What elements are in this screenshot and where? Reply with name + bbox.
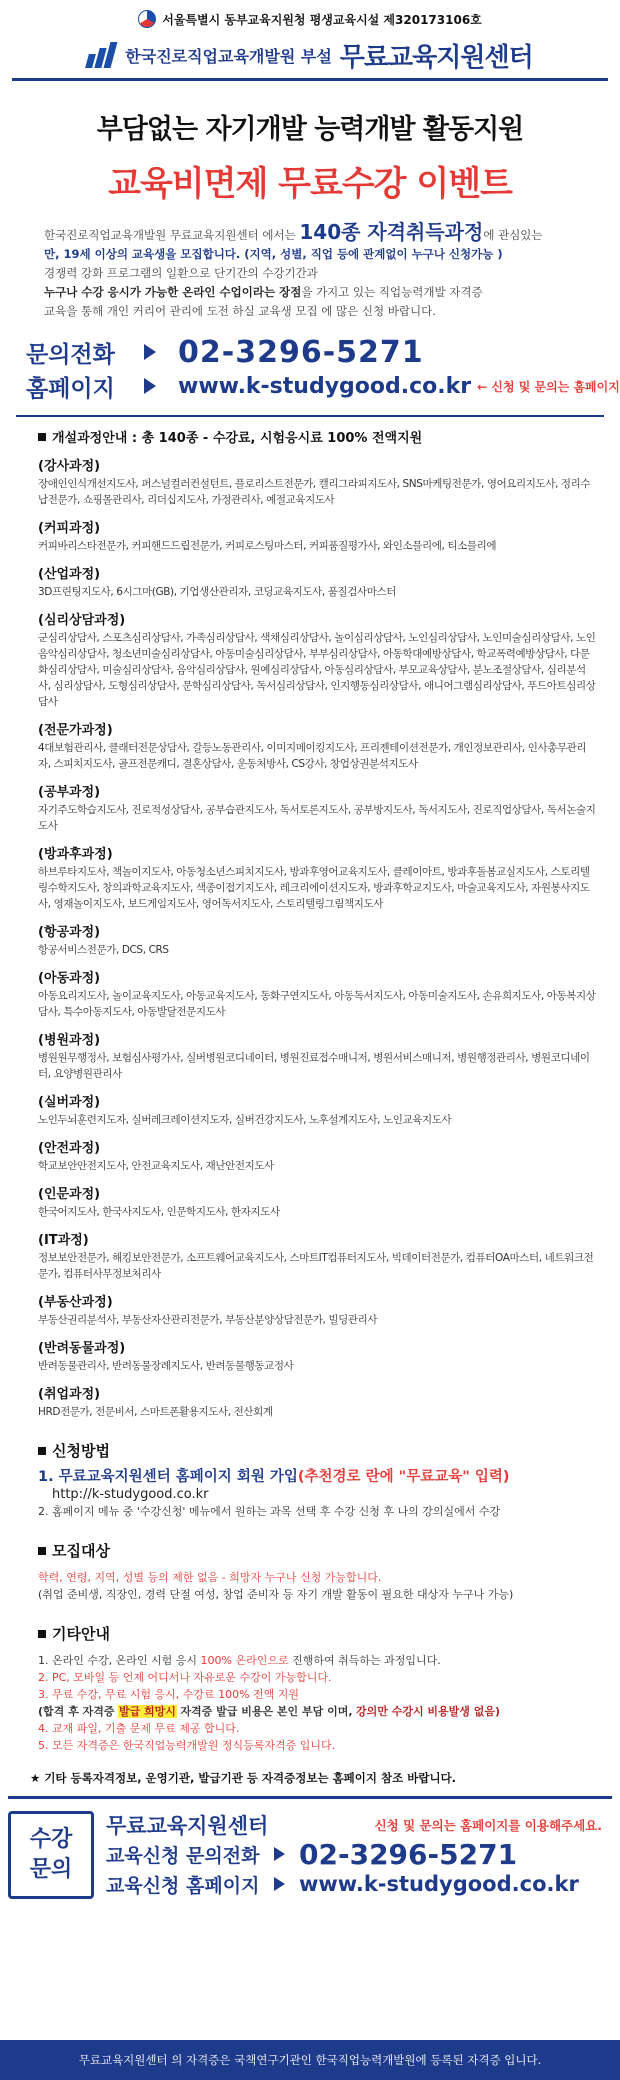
apply-body (38, 1469, 596, 1520)
apply-step-1 (38, 1469, 596, 1486)
course-category-title: (산업과정) (38, 567, 101, 582)
etc-note-b: 자격증 발급 비용은 본인 부담 이며, (180, 1705, 353, 1718)
star-note: ★ 기타 등록자격정보, 운영기관, 발급기관 등 자격증정보는 홈페이지 참조 바랍니다. (30, 1771, 457, 1785)
square-bullet-icon (38, 1447, 46, 1455)
square-bullet-icon (38, 1547, 46, 1555)
footer-website-link[interactable]: www.k-studygood.co.kr (299, 1872, 579, 1896)
course-category (38, 458, 596, 508)
footer-details (106, 1811, 612, 1899)
recruit-heading-text: 모집대상 (52, 1542, 110, 1560)
intro-text: 경쟁력 강화 프로그램의 일환으로 단기간의 수강기간과 (44, 266, 318, 280)
recruit-highlight: 만, 19세 이상의 교육생을 모집합니다. (지역, 성별, 직업 등에 관계없이 누구나 신청가능 ) (44, 247, 503, 261)
intro-paragraph (44, 220, 598, 321)
etc-note-c: 강의만 수강시 비용발생 없음) (356, 1705, 501, 1718)
etc-line-2: 2. PC, 모바일 등 언제 어디서나 자유로운 수강이 가능합니다. (38, 1671, 332, 1684)
etc-line-1 (38, 1652, 596, 1669)
intro-text: 교육을 통해 개인 커리어 관리에 도전 하실 교육생 모집 에 많은 신청 바랍니다. (44, 304, 436, 318)
etc-line-3-note (38, 1703, 596, 1720)
arrow-right-icon (144, 344, 156, 360)
course-category (38, 1386, 596, 1420)
bottom-notice-text: 무료교육지원센터 의 자격증은 국책연구기관인 한국직업능력개발원에 등록된 자격증 입니다. (78, 2053, 542, 2067)
badge-bottom: 문의 (29, 1857, 73, 1882)
etc-body (38, 1652, 596, 1754)
online-advantage: 누구나 수강 응시가 가능한 온라인 수업이라는 장점 (44, 285, 302, 299)
square-bullet-icon (38, 433, 46, 441)
course-category-title: (심리상담과정) (38, 613, 126, 628)
course-category (38, 846, 596, 912)
course-category-items: 아동요리지도사, 놀이교육지도사, 아동교육지도사, 동화구연지도사, 아동독서지도사, 아동미술지도사, 손유희지도사, 아동복지상담사, 특수아동지도사, 아동발달전문지도사 (38, 990, 596, 1018)
recruit-heading (38, 1540, 620, 1561)
gov-registration-text: 서울특별시 동부교육지원청 평생교육시설 제320173106호 (162, 12, 482, 27)
apply-url-link[interactable]: http://k-studygood.co.kr (52, 1487, 209, 1502)
course-list-section (38, 427, 596, 1420)
course-category-items: HRD전문가, 전문비서, 스마트폰활용지도사, 전산회계 (38, 1406, 273, 1418)
course-category-items: 자기주도학습지도사, 진로적성상담사, 공부습관지도사, 독서토론지도사, 공부방지도사, 독서지도사, 진로직업상담사, 독서논술지도사 (38, 804, 596, 832)
arrow-right-icon (274, 1877, 285, 1891)
website-note: ← 신청 및 문의는 홈페이지 (477, 379, 620, 394)
apply-step-1-text: 1. 무료교육지원센터 홈페이지 회원 가입 (38, 1469, 298, 1485)
footer-top-row (106, 1811, 612, 1839)
course-category-title: (커피과정) (38, 521, 101, 536)
apply-heading (38, 1440, 620, 1461)
course-category-title: (실버과정) (38, 1095, 101, 1110)
etc-line-1-rest: 진행하여 취득하는 과정입니다. (292, 1654, 441, 1667)
hero-subtitle: 부담없는 자기개발 능력개발 활동지원 (96, 114, 524, 145)
intro-text: 한국진로직업교육개발원 무료교육지원센터 에서는 (44, 228, 296, 242)
footer-center-name: 무료교육지원센터 (106, 1814, 269, 1838)
institute-logo-icon (87, 42, 117, 68)
footer-note: 신청 및 문의는 홈페이지를 이용해주세요. (374, 1818, 602, 1833)
footer-website-row (106, 1869, 612, 1899)
recruit-line-1: 학력, 연령, 지역, 성별 등의 제한 없음 - 희망자 누구나 신청 가능합니다. (38, 1571, 382, 1584)
course-category (38, 612, 596, 710)
footer-phone[interactable]: 02-3296-5271 (299, 1837, 518, 1871)
course-category (38, 722, 596, 772)
header-divider (12, 78, 608, 81)
section-divider (16, 415, 604, 417)
square-bullet-icon (38, 1630, 46, 1638)
etc-note-highlight: 발급 희망시 (118, 1705, 176, 1718)
website-row (26, 369, 620, 403)
course-category-items: 군심리상담사, 스포츠심리상담사, 가족심리상담사, 색채심리상담사, 놀이심리상담사, 노인심리상담사, 노인미술심리상담사, 노인음악심리상담사, 청소년미술심리상담사, 아동미술심리상담사, 부부심리상담사, 아동학대예방상담사, 학교폭력예방상담사, 다문화심리상담사, 미술심리상담사, 음악심리상담사, 원예심리상담사, 아동심리상담사, 부모교육상담사, 분노조절상담사, 심리분석사, 심리상담사, 도형심리상담사, 문학심리상담사, 독서심리상담사, 인지행동심리상담사, 애니어그램심리상담사, 푸드아트심리상담사 (38, 632, 596, 708)
etc-note-a: (합격 후 자격증 (38, 1705, 115, 1718)
recruit-line-2: (취업 준비생, 직장인, 경력 단절 여성, 창업 준비자 등 자기 개발 활동이 필요한 대상자 누구나 가능) (38, 1588, 514, 1601)
course-category (38, 566, 596, 600)
course-category (38, 1140, 596, 1174)
course-category-items: 한국어지도사, 한국사지도사, 인문학지도사, 한자지도사 (38, 1206, 280, 1218)
inquiry-badge (8, 1811, 94, 1899)
arrow-right-icon (274, 1847, 285, 1861)
site-header (0, 34, 620, 76)
footer-divider (8, 1796, 612, 1799)
recruit-body (38, 1569, 596, 1603)
course-category-title: (부동산과정) (38, 1295, 113, 1310)
course-category (38, 1186, 596, 1220)
course-list-heading (38, 427, 596, 446)
course-category-title: (공부과정) (38, 785, 101, 800)
course-category-title: (항공과정) (38, 925, 101, 940)
course-category (38, 1032, 596, 1082)
footer-website-label: 교육신청 홈페이지 (106, 1874, 260, 1897)
course-category-title: (취업과정) (38, 1387, 101, 1402)
bottom-notice-bar (0, 2040, 620, 2080)
arrow-right-icon (144, 378, 156, 394)
course-category-title: (인문과정) (38, 1187, 101, 1202)
etc-line-5: 5. 모든 자격증은 한국직업능력개발원 정식등록자격증 입니다. (38, 1739, 336, 1752)
etc-heading (38, 1623, 620, 1644)
course-category-items: 정보보안전문가, 해킹보안전문가, 소프트웨어교육지도사, 스마트IT컴퓨터지도사, 빅데이터전문가, 컴퓨터OA마스터, 네트워크전문가, 컴퓨터사무정보처리사 (38, 1252, 594, 1280)
center-name: 무료교육지원센터 (339, 42, 533, 73)
gov-registration-line (0, 0, 620, 34)
course-category-title: (반려동물과정) (38, 1341, 126, 1356)
footer-contact (8, 1811, 612, 1899)
apply-heading-text: 신청방법 (52, 1442, 110, 1460)
phone-row (26, 335, 620, 369)
course-category-title: (방과후과정) (38, 847, 113, 862)
course-category (38, 1232, 596, 1282)
etc-line-1-text: 1. 온라인 수강, 온라인 시험 응시 (38, 1654, 197, 1667)
course-category-items: 반려동물관리사, 반려동물장례지도사, 반려동물행동교정사 (38, 1360, 294, 1372)
website-link[interactable]: www.k-studygood.co.kr (178, 373, 472, 399)
course-category-items: 부동산권리분석사, 부동산자산관리전문가, 부동산분양상담전문가, 빌딩관리사 (38, 1314, 378, 1326)
course-category-title: (강사과정) (38, 459, 101, 474)
course-category-items: 커피바리스타전문가, 커피핸드드립전문가, 커피로스팅마스터, 커피품질평가사, 와인소믈리에, 티소믈리에 (38, 540, 497, 552)
course-categories (38, 458, 596, 1420)
course-list-heading-text: 개설과정안내 : 총 140종 - 수강료, 시험응시료 100% 전액지원 (52, 431, 423, 446)
course-category (38, 520, 596, 554)
course-category-title: (병원과정) (38, 1033, 101, 1048)
badge-top: 수강 (29, 1827, 73, 1852)
course-category (38, 1094, 596, 1128)
org-name: 한국진로직업교육개발원 부설 (125, 46, 332, 66)
course-category-items: 4대보험관리사, 클래터전문상담사, 갈등노동관리사, 이미지메이킹지도사, 프리젠테이션전문가, 개인정보관리사, 인사총무관리자, 스피치지도사, 골프전문캐디, 결혼상담사, 운동처방사, CS강사, 창업상권분석지도사 (38, 742, 587, 770)
course-category-items: 노인두뇌훈련지도자, 실버레크레이션지도자, 실버건강지도사, 노후설계지도사, 노인교육지도사 (38, 1114, 452, 1126)
footer-phone-label: 교육신청 문의전화 (106, 1844, 260, 1867)
etc-heading-text: 기타안내 (52, 1625, 110, 1643)
phone-number[interactable]: 02-3296-5271 (178, 334, 424, 370)
intro-text: 을 가지고 있는 직업능력개발 자격증 (301, 285, 483, 299)
course-category (38, 1294, 596, 1328)
course-category-items: 병원원무행정사, 보험심사평가사, 실버병원코디네이터, 병원진료접수매니저, 병원서비스매니저, 병원행정관리사, 병원코디네이터, 요양병원관리사 (38, 1052, 590, 1080)
apply-step-2: 2. 홈페이지 메뉴 중 '수강신청' 메뉴에서 원하는 과목 선택 후 수강 신청 후 나의 강의실에서 수강 (38, 1505, 501, 1518)
course-count-highlight: 140종 자격취득과정 (299, 220, 484, 244)
course-category-title: (아동과정) (38, 971, 101, 986)
course-category-items: 학교보안안전지도사, 안전교육지도사, 재난안전지도사 (38, 1160, 274, 1172)
course-category-title: (IT과정) (38, 1233, 89, 1248)
course-category-title: (안전과정) (38, 1141, 101, 1156)
etc-line-1-highlight: 100% 온라인으로 (200, 1654, 289, 1667)
apply-step-1-note: (추천경로 란에 "무료교육" 입력) (297, 1469, 510, 1485)
intro-text: 에 관심있는 (483, 228, 543, 242)
seoul-emblem-icon (138, 10, 156, 28)
course-category-items: 장애인인식개선지도사, 퍼스널컬러컨설턴트, 플로리스트전문가, 캘리그라피지도사, SNS마케팅전문가, 영어요리지도사, 정리수납전문가, 쇼핑몰관리사, 리더십지도사, 가정관리사, 예절교육지도사 (38, 478, 591, 506)
footer-phone-row (106, 1839, 612, 1869)
contact-block (26, 335, 620, 403)
etc-line-3: 3. 무료 수강, 무료 시험 응시, 수강료 100% 전액 지원 (38, 1688, 300, 1701)
website-label: 홈페이지 (26, 375, 115, 402)
course-category-items: 3D프린팅지도사, 6시그마(GB), 기업생산관리자, 코딩교육지도사, 품질검사마스터 (38, 586, 396, 598)
course-category-items: 항공서비스전문가, DCS, CRS (38, 944, 169, 956)
course-category-items: 하브루타지도사, 책놀이지도사, 아동청소년스피치지도사, 방과후영어교육지도사, 클레이아트, 방과후돌봄교실지도사, 스토리텔링수학지도사, 창의과학교육지도사, 색종이접기지도사, 레크리에이션지도자, 방과후학교지도사, 마술교육지도사, 자원봉사지도사, 영재놀이지도사, 보드게임지도사, 영어독서지도사, 스토리텔링그림책지도사 (38, 866, 590, 910)
course-category (38, 924, 596, 958)
course-category (38, 970, 596, 1020)
etc-line-4: 4. 교재 파일, 기출 문제 무료 제공 합니다. (38, 1722, 240, 1735)
hero-title: 교육비면제 무료수강 이벤트 (108, 164, 512, 204)
course-category (38, 1340, 596, 1374)
course-category (38, 784, 596, 834)
course-category-title: (전문가과정) (38, 723, 113, 738)
phone-label: 문의전화 (26, 341, 115, 368)
